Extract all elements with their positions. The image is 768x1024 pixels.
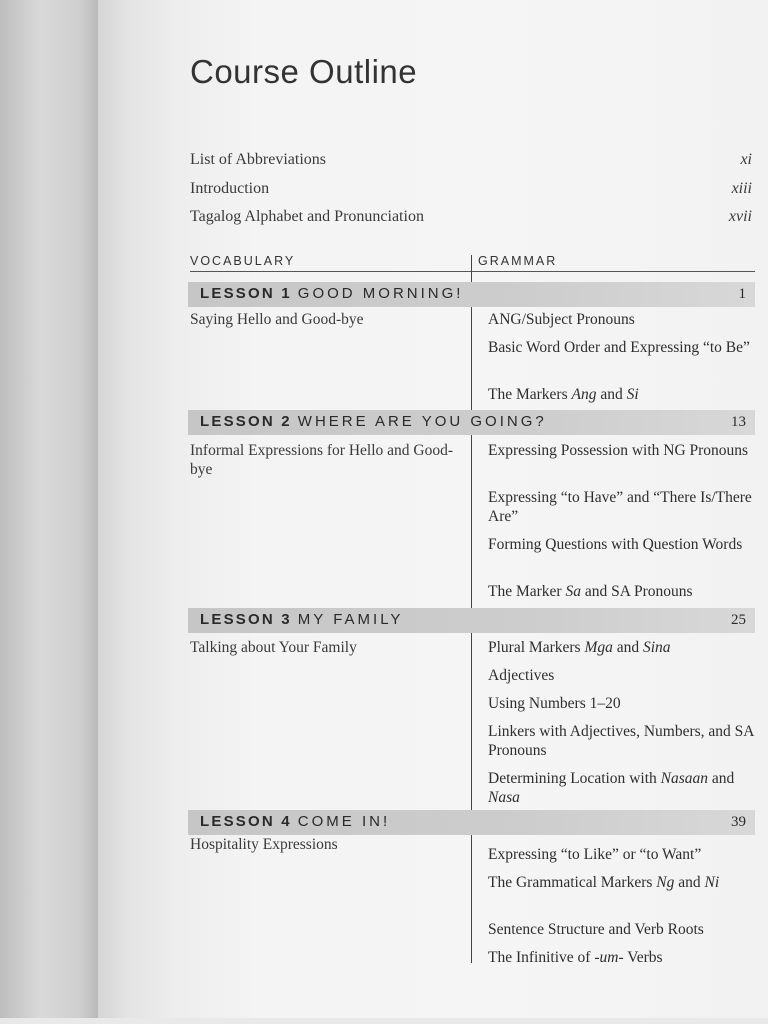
lesson-number: LESSON 3	[200, 611, 292, 628]
grammar-topic: Adjectives	[488, 667, 555, 684]
grammar-topic: ANG/Subject Pronouns	[488, 311, 635, 328]
page-title: Course Outline	[190, 53, 418, 90]
vocabulary-topic: Saying Hello and Good-bye	[190, 311, 364, 328]
grammar-topic: Expressing “to Have” and “There Is/There Are”	[488, 489, 752, 525]
lesson-title: WHERE ARE YOU GOING?	[297, 413, 547, 430]
grammar-topic: Forming Questions with Question Words	[488, 536, 743, 553]
grammar-topic: Basic Word Order and Expressing “to Be”	[488, 339, 750, 356]
grammar-column-heading: GRAMMAR	[478, 254, 558, 268]
grammar-topic: Linkers with Adjectives, Numbers, and SA Pronouns	[488, 723, 754, 759]
vocabulary-topic: Hospitality Expressions	[190, 836, 338, 853]
lesson-title: GOOD MORNING!	[297, 285, 464, 302]
page-bottom-edge	[0, 1018, 768, 1024]
lesson-heading	[200, 611, 403, 628]
front-matter-row	[190, 151, 752, 173]
lesson-title: COME IN!	[297, 813, 391, 830]
front-matter-row	[190, 180, 752, 202]
grammar-topic: The Marker Sa and SA Pronouns	[488, 583, 693, 600]
front-matter-label: List of Abbreviations	[190, 151, 326, 168]
lesson-number: LESSON 4	[200, 813, 292, 830]
front-matter-page: xi	[740, 151, 752, 168]
lesson-heading	[200, 285, 463, 302]
grammar-topic: Plural Markers Mga and Sina	[488, 639, 671, 656]
vocabulary-topic: Informal Expressions for Hello and Good-bye	[190, 442, 454, 478]
grammar-topic: The Infinitive of -um- Verbs	[488, 949, 663, 966]
book-spine-shadow	[0, 0, 98, 1024]
heading-rule	[190, 271, 755, 272]
lesson-heading	[200, 813, 390, 830]
grammar-topic: Determining Location with Nasaan and Nasa	[488, 770, 735, 806]
front-matter-page: xiii	[731, 180, 752, 197]
grammar-topic: Using Numbers 1–20	[488, 695, 621, 712]
grammar-topic: Expressing Possession with NG Pronouns	[488, 442, 749, 459]
grammar-topic: The Grammatical Markers Ng and Ni	[488, 874, 720, 891]
lesson-page-number: 39	[731, 814, 746, 830]
front-matter-label: Introduction	[190, 180, 270, 197]
vocabulary-topic: Talking about Your Family	[190, 639, 357, 656]
vocabulary-column-heading: VOCABULARY	[190, 254, 296, 268]
front-matter-label: Tagalog Alphabet and Pronunciation	[190, 208, 424, 225]
lesson-page-number: 13	[731, 414, 746, 430]
lesson-title: MY FAMILY	[297, 611, 404, 628]
lesson-page-number: 25	[731, 612, 746, 628]
lesson-page-number: 1	[738, 286, 746, 302]
front-matter-page: xvii	[728, 208, 752, 225]
lesson-number: LESSON 2	[200, 413, 292, 430]
lesson-banner	[188, 810, 755, 835]
grammar-topic: The Markers Ang and Si	[488, 386, 639, 403]
lesson-banner	[188, 410, 755, 435]
lesson-heading	[200, 413, 547, 430]
grammar-topic: Expressing “to Like” or “to Want”	[488, 846, 702, 863]
lesson-number: LESSON 1	[200, 285, 292, 302]
lesson-banner	[188, 282, 755, 307]
grammar-topic: Sentence Structure and Verb Roots	[488, 921, 704, 938]
front-matter-row	[190, 208, 752, 230]
lesson-banner	[188, 608, 755, 633]
